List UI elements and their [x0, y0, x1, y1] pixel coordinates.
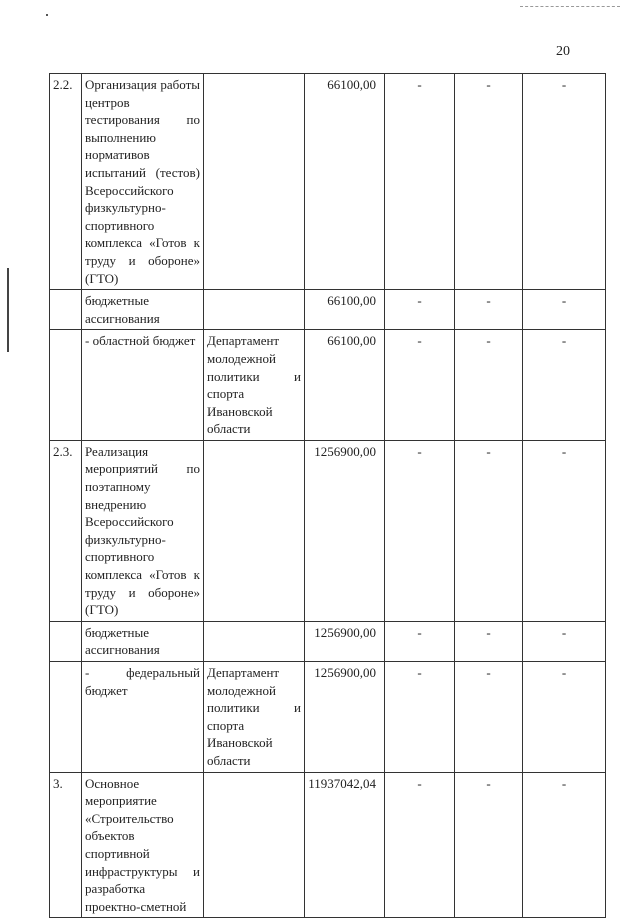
row-value-col6: - — [455, 290, 523, 330]
row-value-col6: - — [455, 772, 523, 918]
row-number — [50, 330, 82, 441]
table-row — [50, 662, 606, 773]
page-number: 20 — [556, 44, 570, 59]
row-name: Реализация мероприятий по поэтапному внедрению Всероссийского физкультурно-спортивного комплекса «Готов к труду и обороне» (ГТО) — [82, 440, 204, 621]
row-value-col6: - — [455, 621, 523, 661]
row-value-col6: - — [455, 74, 523, 290]
table-row — [50, 330, 606, 441]
row-name: бюджетные ассигнования — [82, 290, 204, 330]
row-number: 2.2. — [50, 74, 82, 290]
row-executor — [204, 74, 305, 290]
row-number — [50, 662, 82, 773]
row-amount: 66100,00 — [305, 74, 385, 290]
row-value-col5: - — [385, 662, 455, 773]
row-value-col7: - — [523, 621, 606, 661]
row-value-col7: - — [523, 772, 606, 918]
row-number — [50, 621, 82, 661]
row-value-col5: - — [385, 74, 455, 290]
scan-edge-mark — [520, 6, 620, 8]
row-name: Основное мероприятие «Строительство объектов спортивной инфраструктуры и разработка проектно-сметной — [82, 772, 204, 918]
row-name: - федеральный бюджет — [82, 662, 204, 773]
row-amount: 11937042,04 — [305, 772, 385, 918]
row-value-col6: - — [455, 440, 523, 621]
scan-margin-line — [7, 268, 9, 352]
row-value-col7: - — [523, 290, 606, 330]
row-amount: 66100,00 — [305, 290, 385, 330]
row-amount: 1256900,00 — [305, 621, 385, 661]
table-row — [50, 621, 606, 661]
row-value-col7: - — [523, 330, 606, 441]
row-value-col7: - — [523, 74, 606, 290]
row-number: 2.3. — [50, 440, 82, 621]
table-row — [50, 290, 606, 330]
row-executor: Департамент молодежной политики и спорта Ивановской области — [204, 330, 305, 441]
row-amount: 1256900,00 — [305, 440, 385, 621]
row-executor — [204, 440, 305, 621]
row-name: - областной бюджет — [82, 330, 204, 441]
row-value-col5: - — [385, 330, 455, 441]
row-amount: 1256900,00 — [305, 662, 385, 773]
table-row — [50, 440, 606, 621]
row-executor — [204, 290, 305, 330]
row-value-col5: - — [385, 772, 455, 918]
row-value-col7: - — [523, 662, 606, 773]
row-name: Организация работы центров тестирования по выполнению нормативов испытаний (тестов) Всероссийского физкультурно-спортивного комплекса «Готов к труду и обороне» (ГТО) — [82, 74, 204, 290]
row-executor — [204, 772, 305, 918]
row-executor: Департамент молодежной политики и спорта Ивановской области — [204, 662, 305, 773]
row-value-col5: - — [385, 440, 455, 621]
row-amount: 66100,00 — [305, 330, 385, 441]
row-value-col5: - — [385, 621, 455, 661]
row-executor — [204, 621, 305, 661]
table-row — [50, 74, 606, 290]
row-value-col5: - — [385, 290, 455, 330]
table-row — [50, 772, 606, 918]
row-value-col6: - — [455, 330, 523, 441]
row-number — [50, 290, 82, 330]
row-value-col7: - — [523, 440, 606, 621]
row-value-col6: - — [455, 662, 523, 773]
row-number: 3. — [50, 772, 82, 918]
row-name: бюджетные ассигнования — [82, 621, 204, 661]
budget-table — [49, 73, 606, 918]
scan-speck — [46, 14, 48, 16]
